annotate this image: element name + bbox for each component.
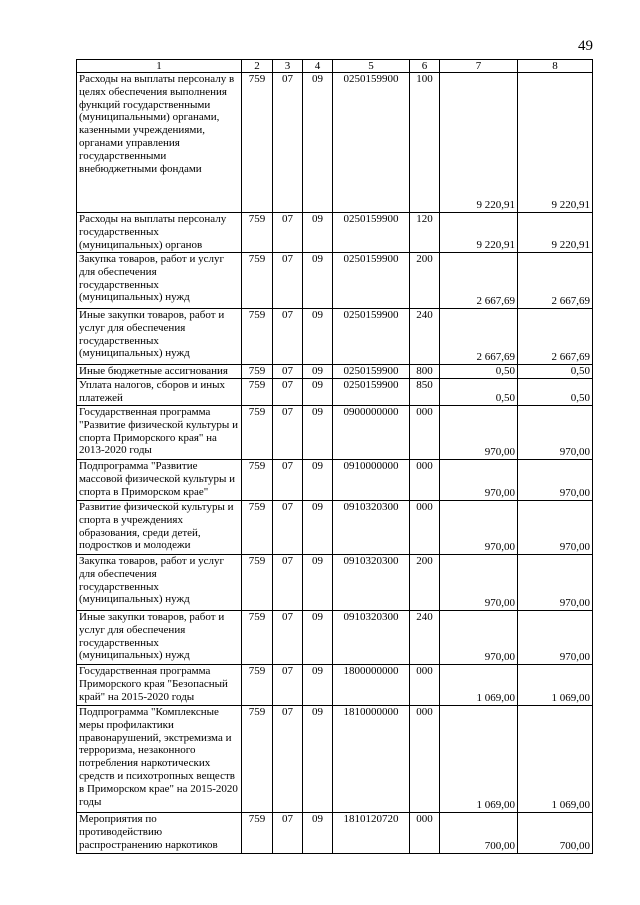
amount-col7: 9 220,91 <box>440 73 518 213</box>
row-description: Расходы на выплаты персоналу государственных (муниципальных) органов <box>77 213 242 253</box>
section-code: 07 <box>273 365 303 379</box>
subsection-code: 09 <box>303 365 333 379</box>
expense-type-code: 240 <box>410 309 440 365</box>
admin-code: 759 <box>242 73 273 213</box>
table-row <box>77 555 593 611</box>
row-description: Иные закупки товаров, работ и услуг для обеспечения государственных (муниципальных) нужд <box>77 611 242 665</box>
admin-code: 759 <box>242 253 273 309</box>
table-header-row <box>77 60 593 73</box>
admin-code: 759 <box>242 706 273 813</box>
row-description: Расходы на выплаты персоналу в целях обеспечения выполнения функций государственными (муниципальными) органами, казенными учреждениями, органами управления государственными внебюджетными фондами <box>77 73 242 213</box>
section-code: 07 <box>273 706 303 813</box>
section-code: 07 <box>273 379 303 406</box>
amount-col7: 9 220,91 <box>440 213 518 253</box>
admin-code: 759 <box>242 309 273 365</box>
section-code: 07 <box>273 253 303 309</box>
row-description: Государственная программа "Развитие физической культуры и спорта Приморского края" на 2013-2020 годы <box>77 406 242 460</box>
amount-col7: 2 667,69 <box>440 253 518 309</box>
header-cell: 7 <box>440 60 518 73</box>
amount-col8: 2 667,69 <box>518 309 593 365</box>
table-row <box>77 611 593 665</box>
subsection-code: 09 <box>303 73 333 213</box>
header-cell: 3 <box>273 60 303 73</box>
admin-code: 759 <box>242 555 273 611</box>
target-article-code: 0910320300 <box>333 611 410 665</box>
table-row <box>77 365 593 379</box>
expense-type-code: 000 <box>410 460 440 501</box>
expense-type-code: 100 <box>410 73 440 213</box>
table-row <box>77 406 593 460</box>
table-row <box>77 379 593 406</box>
amount-col8: 1 069,00 <box>518 665 593 706</box>
section-code: 07 <box>273 73 303 213</box>
expense-type-code: 200 <box>410 555 440 611</box>
amount-col7: 1 069,00 <box>440 706 518 813</box>
subsection-code: 09 <box>303 406 333 460</box>
row-description: Государственная программа Приморского края "Безопасный край" на 2015-2020 годы <box>77 665 242 706</box>
target-article-code: 0910000000 <box>333 460 410 501</box>
amount-col8: 970,00 <box>518 611 593 665</box>
table-row <box>77 73 593 213</box>
admin-code: 759 <box>242 460 273 501</box>
subsection-code: 09 <box>303 253 333 309</box>
row-description: Мероприятия по противодействию распространению наркотиков <box>77 813 242 854</box>
header-cell: 6 <box>410 60 440 73</box>
expense-type-code: 000 <box>410 706 440 813</box>
expense-type-code: 850 <box>410 379 440 406</box>
amount-col8: 700,00 <box>518 813 593 854</box>
section-code: 07 <box>273 460 303 501</box>
expense-type-code: 000 <box>410 406 440 460</box>
admin-code: 759 <box>242 379 273 406</box>
target-article-code: 0900000000 <box>333 406 410 460</box>
row-description: Закупка товаров, работ и услуг для обеспечения государственных (муниципальных) нужд <box>77 253 242 309</box>
amount-col8: 9 220,91 <box>518 73 593 213</box>
amount-col7: 970,00 <box>440 460 518 501</box>
amount-col7: 1 069,00 <box>440 665 518 706</box>
admin-code: 759 <box>242 611 273 665</box>
target-article-code: 0250159900 <box>333 73 410 213</box>
section-code: 07 <box>273 406 303 460</box>
amount-col8: 0,50 <box>518 365 593 379</box>
amount-col8: 970,00 <box>518 555 593 611</box>
expense-type-code: 800 <box>410 365 440 379</box>
admin-code: 759 <box>242 406 273 460</box>
subsection-code: 09 <box>303 213 333 253</box>
row-description: Иные закупки товаров, работ и услуг для обеспечения государственных (муниципальных) нужд <box>77 309 242 365</box>
table-row <box>77 501 593 555</box>
target-article-code: 0250159900 <box>333 253 410 309</box>
header-cell: 5 <box>333 60 410 73</box>
table-row <box>77 813 593 854</box>
amount-col7: 700,00 <box>440 813 518 854</box>
target-article-code: 0910320300 <box>333 501 410 555</box>
target-article-code: 1810120720 <box>333 813 410 854</box>
table-row <box>77 213 593 253</box>
subsection-code: 09 <box>303 379 333 406</box>
amount-col8: 970,00 <box>518 501 593 555</box>
amount-col7: 0,50 <box>440 365 518 379</box>
amount-col8: 970,00 <box>518 406 593 460</box>
subsection-code: 09 <box>303 813 333 854</box>
subsection-code: 09 <box>303 501 333 555</box>
row-description: Подпрограмма "Развитие массовой физической культуры и спорта в Приморском крае" <box>77 460 242 501</box>
expense-type-code: 240 <box>410 611 440 665</box>
amount-col8: 2 667,69 <box>518 253 593 309</box>
target-article-code: 1810000000 <box>333 706 410 813</box>
row-description: Закупка товаров, работ и услуг для обеспечения государственных (муниципальных) нужд <box>77 555 242 611</box>
page-number: 49 <box>578 38 593 54</box>
section-code: 07 <box>273 813 303 854</box>
amount-col7: 970,00 <box>440 611 518 665</box>
table-row <box>77 665 593 706</box>
target-article-code: 1800000000 <box>333 665 410 706</box>
target-article-code: 0250159900 <box>333 213 410 253</box>
table-row <box>77 309 593 365</box>
target-article-code: 0250159900 <box>333 379 410 406</box>
amount-col7: 970,00 <box>440 555 518 611</box>
row-description: Уплата налогов, сборов и иных платежей <box>77 379 242 406</box>
amount-col8: 970,00 <box>518 460 593 501</box>
section-code: 07 <box>273 501 303 555</box>
amount-col7: 970,00 <box>440 406 518 460</box>
amount-col8: 0,50 <box>518 379 593 406</box>
admin-code: 759 <box>242 501 273 555</box>
section-code: 07 <box>273 665 303 706</box>
amount-col7: 970,00 <box>440 501 518 555</box>
row-description: Подпрограмма "Комплексные меры профилактики правонарушений, экстремизма и терроризма, незаконного потребления наркотических средств и психотропных веществ в Приморском крае" на 2015-2020 годы <box>77 706 242 813</box>
expense-type-code: 000 <box>410 813 440 854</box>
admin-code: 759 <box>242 665 273 706</box>
subsection-code: 09 <box>303 706 333 813</box>
amount-col7: 2 667,69 <box>440 309 518 365</box>
row-description: Развитие физической культуры и спорта в учреждениях образования, среди детей, подростков и молодежи <box>77 501 242 555</box>
admin-code: 759 <box>242 813 273 854</box>
admin-code: 759 <box>242 365 273 379</box>
row-description: Иные бюджетные ассигнования <box>77 365 242 379</box>
subsection-code: 09 <box>303 665 333 706</box>
subsection-code: 09 <box>303 309 333 365</box>
table-row <box>77 253 593 309</box>
section-code: 07 <box>273 611 303 665</box>
expense-type-code: 120 <box>410 213 440 253</box>
target-article-code: 0910320300 <box>333 555 410 611</box>
section-code: 07 <box>273 213 303 253</box>
subsection-code: 09 <box>303 460 333 501</box>
section-code: 07 <box>273 555 303 611</box>
header-cell: 8 <box>518 60 593 73</box>
table-row <box>77 460 593 501</box>
expense-type-code: 000 <box>410 501 440 555</box>
header-cell: 2 <box>242 60 273 73</box>
section-code: 07 <box>273 309 303 365</box>
target-article-code: 0250159900 <box>333 365 410 379</box>
header-cell: 4 <box>303 60 333 73</box>
subsection-code: 09 <box>303 611 333 665</box>
table-row <box>77 706 593 813</box>
amount-col8: 1 069,00 <box>518 706 593 813</box>
header-cell: 1 <box>77 60 242 73</box>
expense-type-code: 000 <box>410 665 440 706</box>
amount-col7: 0,50 <box>440 379 518 406</box>
budget-table <box>76 59 593 854</box>
subsection-code: 09 <box>303 555 333 611</box>
expense-type-code: 200 <box>410 253 440 309</box>
amount-col8: 9 220,91 <box>518 213 593 253</box>
target-article-code: 0250159900 <box>333 309 410 365</box>
admin-code: 759 <box>242 213 273 253</box>
